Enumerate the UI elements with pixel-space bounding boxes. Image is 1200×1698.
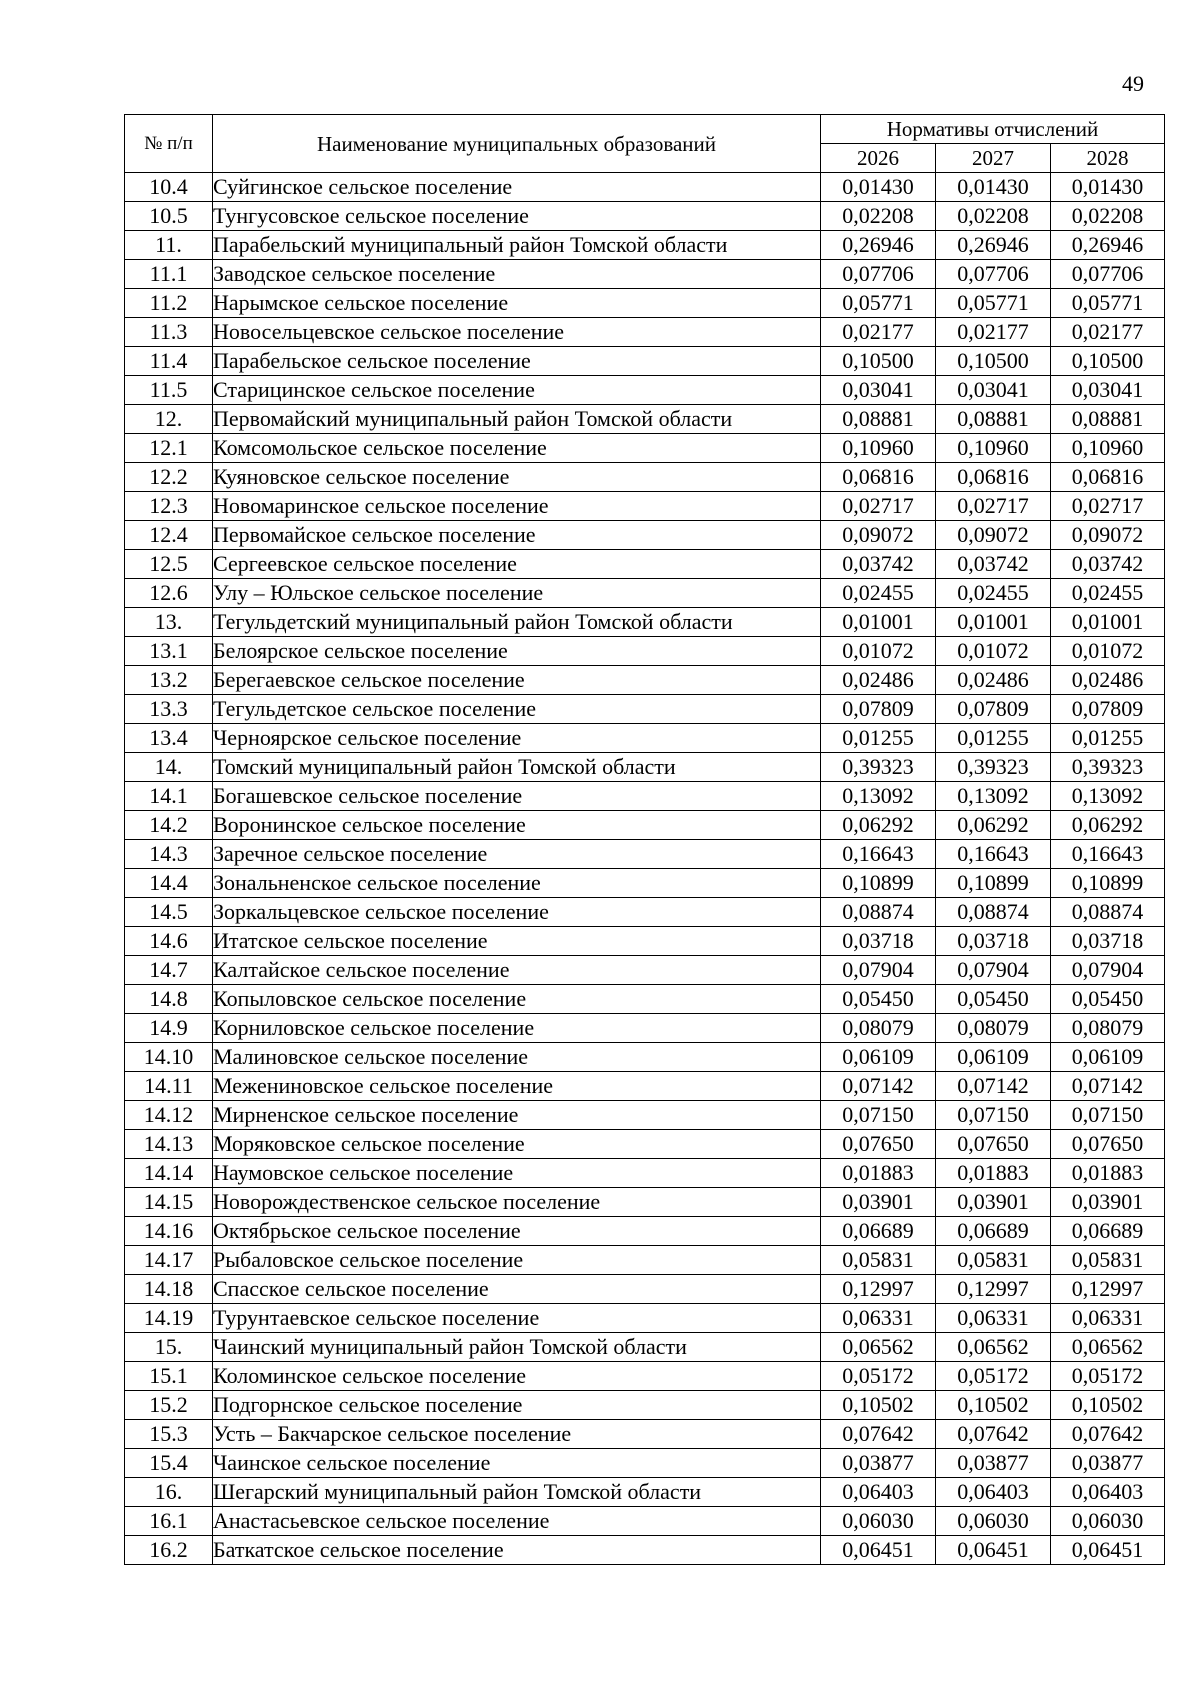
value-2027: 0,03041 (936, 376, 1051, 405)
table-row (125, 840, 1165, 869)
value-2026: 0,26946 (821, 231, 936, 260)
table-row (125, 1014, 1165, 1043)
table-row (125, 1449, 1165, 1478)
value-2027: 0,07650 (936, 1130, 1051, 1159)
table-row (125, 869, 1165, 898)
municipality-name: Первомайское сельское поселение (213, 521, 821, 550)
table-body (125, 173, 1165, 1565)
value-2028: 0,03901 (1051, 1188, 1165, 1217)
value-2027: 0,05172 (936, 1362, 1051, 1391)
value-2026: 0,01255 (821, 724, 936, 753)
value-2028: 0,06689 (1051, 1217, 1165, 1246)
municipality-name: Томский муниципальный район Томской области (213, 753, 821, 782)
value-2027: 0,10502 (936, 1391, 1051, 1420)
table-row (125, 1217, 1165, 1246)
value-2027: 0,07706 (936, 260, 1051, 289)
value-2026: 0,02486 (821, 666, 936, 695)
municipality-name: Белоярское сельское поселение (213, 637, 821, 666)
municipality-name: Первомайский муниципальный район Томской области (213, 405, 821, 434)
table-row (125, 434, 1165, 463)
municipality-name: Черноярское сельское поселение (213, 724, 821, 753)
table-row (125, 260, 1165, 289)
value-2028: 0,02455 (1051, 579, 1165, 608)
value-2026: 0,05172 (821, 1362, 936, 1391)
header-norms-group: Нормативы отчислений (821, 115, 1165, 144)
value-2026: 0,07642 (821, 1420, 936, 1449)
value-2028: 0,02486 (1051, 666, 1165, 695)
table-row (125, 1246, 1165, 1275)
municipality-name: Зональненское сельское поселение (213, 869, 821, 898)
table-row (125, 1275, 1165, 1304)
row-number: 10.5 (125, 202, 213, 231)
table-row (125, 463, 1165, 492)
table-row (125, 550, 1165, 579)
row-number: 16. (125, 1478, 213, 1507)
row-number: 14.15 (125, 1188, 213, 1217)
value-2028: 0,10500 (1051, 347, 1165, 376)
row-number: 14.13 (125, 1130, 213, 1159)
municipality-name: Чаинское сельское поселение (213, 1449, 821, 1478)
value-2026: 0,06331 (821, 1304, 936, 1333)
value-2028: 0,06816 (1051, 463, 1165, 492)
municipality-name: Суйгинское сельское поселение (213, 173, 821, 202)
value-2028: 0,10502 (1051, 1391, 1165, 1420)
row-number: 12.5 (125, 550, 213, 579)
value-2026: 0,08079 (821, 1014, 936, 1043)
municipality-name: Октябрьское сельское поселение (213, 1217, 821, 1246)
value-2027: 0,01072 (936, 637, 1051, 666)
table-row (125, 492, 1165, 521)
municipality-name: Спасское сельское поселение (213, 1275, 821, 1304)
value-2026: 0,07809 (821, 695, 936, 724)
table-row (125, 289, 1165, 318)
municipality-name: Турунтаевское сельское поселение (213, 1304, 821, 1333)
table-row (125, 637, 1165, 666)
row-number: 14.8 (125, 985, 213, 1014)
municipality-name: Воронинское сельское поселение (213, 811, 821, 840)
value-2026: 0,06292 (821, 811, 936, 840)
value-2027: 0,03877 (936, 1449, 1051, 1478)
table-row (125, 347, 1165, 376)
table-row (125, 956, 1165, 985)
row-number: 14.11 (125, 1072, 213, 1101)
municipality-name: Чаинский муниципальный район Томской области (213, 1333, 821, 1362)
value-2027: 0,02717 (936, 492, 1051, 521)
header-year-2027: 2027 (936, 144, 1051, 173)
value-2028: 0,01001 (1051, 608, 1165, 637)
row-number: 13.2 (125, 666, 213, 695)
value-2028: 0,10899 (1051, 869, 1165, 898)
value-2028: 0,05450 (1051, 985, 1165, 1014)
row-number: 11.5 (125, 376, 213, 405)
table-row (125, 1304, 1165, 1333)
value-2026: 0,12997 (821, 1275, 936, 1304)
value-2027: 0,06451 (936, 1536, 1051, 1565)
value-2028: 0,12997 (1051, 1275, 1165, 1304)
row-number: 11. (125, 231, 213, 260)
value-2028: 0,01072 (1051, 637, 1165, 666)
municipality-name: Заречное сельское поселение (213, 840, 821, 869)
row-number: 14.14 (125, 1159, 213, 1188)
value-2028: 0,03718 (1051, 927, 1165, 956)
table-row (125, 1188, 1165, 1217)
table-row (125, 753, 1165, 782)
row-number: 12.6 (125, 579, 213, 608)
value-2027: 0,01883 (936, 1159, 1051, 1188)
row-number: 13.3 (125, 695, 213, 724)
municipality-name: Улу – Юльское сельское поселение (213, 579, 821, 608)
table-row (125, 782, 1165, 811)
row-number: 14. (125, 753, 213, 782)
municipality-name: Итатское сельское поселение (213, 927, 821, 956)
value-2026: 0,09072 (821, 521, 936, 550)
municipality-name: Корниловское сельское поселение (213, 1014, 821, 1043)
value-2027: 0,02177 (936, 318, 1051, 347)
value-2028: 0,07809 (1051, 695, 1165, 724)
value-2026: 0,03718 (821, 927, 936, 956)
value-2028: 0,05831 (1051, 1246, 1165, 1275)
value-2026: 0,05771 (821, 289, 936, 318)
value-2027: 0,39323 (936, 753, 1051, 782)
municipality-name: Нарымское сельское поселение (213, 289, 821, 318)
municipality-name: Сергеевское сельское поселение (213, 550, 821, 579)
table-row (125, 1101, 1165, 1130)
table-row (125, 521, 1165, 550)
value-2026: 0,03041 (821, 376, 936, 405)
row-number: 14.7 (125, 956, 213, 985)
value-2026: 0,01072 (821, 637, 936, 666)
municipality-name: Тегульдетский муниципальный район Томской области (213, 608, 821, 637)
value-2027: 0,06562 (936, 1333, 1051, 1362)
value-2026: 0,02455 (821, 579, 936, 608)
row-number: 15. (125, 1333, 213, 1362)
municipality-name: Заводское сельское поселение (213, 260, 821, 289)
page-number: 49 (1122, 71, 1144, 96)
row-number: 14.2 (125, 811, 213, 840)
table-row (125, 1478, 1165, 1507)
value-2026: 0,07904 (821, 956, 936, 985)
row-number: 11.4 (125, 347, 213, 376)
value-2026: 0,06689 (821, 1217, 936, 1246)
municipality-name: Шегарский муниципальный район Томской области (213, 1478, 821, 1507)
value-2026: 0,02177 (821, 318, 936, 347)
value-2027: 0,16643 (936, 840, 1051, 869)
value-2026: 0,10500 (821, 347, 936, 376)
municipality-name: Малиновское сельское поселение (213, 1043, 821, 1072)
municipality-name: Тунгусовское сельское поселение (213, 202, 821, 231)
value-2028: 0,06292 (1051, 811, 1165, 840)
municipality-name: Калтайское сельское поселение (213, 956, 821, 985)
municipality-name: Тегульдетское сельское поселение (213, 695, 821, 724)
value-2026: 0,06816 (821, 463, 936, 492)
value-2026: 0,03742 (821, 550, 936, 579)
value-2028: 0,06562 (1051, 1333, 1165, 1362)
value-2027: 0,05450 (936, 985, 1051, 1014)
row-number: 16.2 (125, 1536, 213, 1565)
value-2028: 0,08881 (1051, 405, 1165, 434)
table-header (125, 115, 1165, 173)
table-row (125, 811, 1165, 840)
value-2027: 0,07809 (936, 695, 1051, 724)
row-number: 14.3 (125, 840, 213, 869)
value-2028: 0,07904 (1051, 956, 1165, 985)
value-2027: 0,13092 (936, 782, 1051, 811)
row-number: 11.2 (125, 289, 213, 318)
value-2028: 0,02208 (1051, 202, 1165, 231)
municipality-name: Новосельцевское сельское поселение (213, 318, 821, 347)
table-row (125, 608, 1165, 637)
table-row (125, 173, 1165, 202)
table-row (125, 202, 1165, 231)
value-2027: 0,03901 (936, 1188, 1051, 1217)
row-number: 15.2 (125, 1391, 213, 1420)
row-number: 13.4 (125, 724, 213, 753)
value-2028: 0,07142 (1051, 1072, 1165, 1101)
municipality-name: Анастасьевское сельское поселение (213, 1507, 821, 1536)
value-2026: 0,02208 (821, 202, 936, 231)
value-2028: 0,01255 (1051, 724, 1165, 753)
municipality-name: Новорождественское сельское поселение (213, 1188, 821, 1217)
row-number: 14.10 (125, 1043, 213, 1072)
row-number: 12.1 (125, 434, 213, 463)
row-number: 12. (125, 405, 213, 434)
row-number: 11.1 (125, 260, 213, 289)
table-row (125, 1333, 1165, 1362)
value-2028: 0,26946 (1051, 231, 1165, 260)
value-2028: 0,03041 (1051, 376, 1165, 405)
municipality-name: Берегаевское сельское поселение (213, 666, 821, 695)
value-2027: 0,08881 (936, 405, 1051, 434)
value-2026: 0,10960 (821, 434, 936, 463)
value-2027: 0,05831 (936, 1246, 1051, 1275)
value-2028: 0,39323 (1051, 753, 1165, 782)
table-row (125, 1072, 1165, 1101)
value-2028: 0,05771 (1051, 289, 1165, 318)
row-number: 10.4 (125, 173, 213, 202)
value-2027: 0,03742 (936, 550, 1051, 579)
table-row (125, 927, 1165, 956)
municipality-name: Парабельский муниципальный район Томской области (213, 231, 821, 260)
header-name: Наименование муниципальных образований (213, 115, 821, 173)
value-2027: 0,09072 (936, 521, 1051, 550)
value-2026: 0,13092 (821, 782, 936, 811)
municipality-name: Коломинское сельское поселение (213, 1362, 821, 1391)
value-2028: 0,07642 (1051, 1420, 1165, 1449)
value-2027: 0,01430 (936, 173, 1051, 202)
value-2026: 0,02717 (821, 492, 936, 521)
value-2028: 0,07650 (1051, 1130, 1165, 1159)
value-2028: 0,06030 (1051, 1507, 1165, 1536)
value-2028: 0,05172 (1051, 1362, 1165, 1391)
table-row (125, 898, 1165, 927)
value-2026: 0,03901 (821, 1188, 936, 1217)
value-2027: 0,10500 (936, 347, 1051, 376)
table-row (125, 579, 1165, 608)
municipality-name: Зоркальцевское сельское поселение (213, 898, 821, 927)
row-number: 12.4 (125, 521, 213, 550)
municipality-name: Межениновское сельское поселение (213, 1072, 821, 1101)
value-2027: 0,03718 (936, 927, 1051, 956)
table-row (125, 1362, 1165, 1391)
table-row (125, 376, 1165, 405)
value-2026: 0,06403 (821, 1478, 936, 1507)
row-number: 14.4 (125, 869, 213, 898)
value-2026: 0,06109 (821, 1043, 936, 1072)
value-2028: 0,13092 (1051, 782, 1165, 811)
value-2028: 0,03877 (1051, 1449, 1165, 1478)
value-2028: 0,06403 (1051, 1478, 1165, 1507)
table-row (125, 1391, 1165, 1420)
header-row-top (125, 115, 1165, 144)
table-row (125, 695, 1165, 724)
value-2026: 0,08881 (821, 405, 936, 434)
row-number: 14.5 (125, 898, 213, 927)
row-number: 15.4 (125, 1449, 213, 1478)
header-year-2028: 2028 (1051, 144, 1165, 173)
value-2028: 0,06109 (1051, 1043, 1165, 1072)
municipality-name: Парабельское сельское поселение (213, 347, 821, 376)
table-row (125, 318, 1165, 347)
municipality-name: Копыловское сельское поселение (213, 985, 821, 1014)
value-2028: 0,10960 (1051, 434, 1165, 463)
value-2028: 0,01430 (1051, 173, 1165, 202)
header-year-2026: 2026 (821, 144, 936, 173)
value-2026: 0,16643 (821, 840, 936, 869)
value-2026: 0,07150 (821, 1101, 936, 1130)
value-2026: 0,39323 (821, 753, 936, 782)
municipality-name: Баткатское сельское поселение (213, 1536, 821, 1565)
table-row (125, 231, 1165, 260)
municipality-name: Новомаринское сельское поселение (213, 492, 821, 521)
municipality-name: Усть – Бакчарское сельское поселение (213, 1420, 821, 1449)
value-2028: 0,16643 (1051, 840, 1165, 869)
row-number: 15.3 (125, 1420, 213, 1449)
value-2026: 0,03877 (821, 1449, 936, 1478)
table-row (125, 666, 1165, 695)
value-2026: 0,10502 (821, 1391, 936, 1420)
value-2027: 0,06689 (936, 1217, 1051, 1246)
row-number: 12.3 (125, 492, 213, 521)
municipality-name: Старицинское сельское поселение (213, 376, 821, 405)
table-row (125, 1130, 1165, 1159)
table-row (125, 724, 1165, 753)
value-2027: 0,01255 (936, 724, 1051, 753)
municipality-name: Моряковское сельское поселение (213, 1130, 821, 1159)
value-2026: 0,01883 (821, 1159, 936, 1188)
value-2028: 0,02717 (1051, 492, 1165, 521)
value-2026: 0,07650 (821, 1130, 936, 1159)
row-number: 14.6 (125, 927, 213, 956)
value-2027: 0,08874 (936, 898, 1051, 927)
value-2027: 0,06403 (936, 1478, 1051, 1507)
value-2028: 0,03742 (1051, 550, 1165, 579)
value-2027: 0,06816 (936, 463, 1051, 492)
value-2026: 0,05450 (821, 985, 936, 1014)
value-2027: 0,07642 (936, 1420, 1051, 1449)
row-number: 14.19 (125, 1304, 213, 1333)
value-2027: 0,26946 (936, 231, 1051, 260)
allocation-norms-table (124, 114, 1165, 1565)
row-number: 13.1 (125, 637, 213, 666)
value-2028: 0,08874 (1051, 898, 1165, 927)
value-2026: 0,08874 (821, 898, 936, 927)
table-row (125, 1043, 1165, 1072)
table-row (125, 1159, 1165, 1188)
value-2026: 0,06451 (821, 1536, 936, 1565)
table-row (125, 405, 1165, 434)
value-2026: 0,06562 (821, 1333, 936, 1362)
table-row (125, 1420, 1165, 1449)
value-2027: 0,02486 (936, 666, 1051, 695)
value-2027: 0,07904 (936, 956, 1051, 985)
value-2026: 0,05831 (821, 1246, 936, 1275)
table-row (125, 1507, 1165, 1536)
value-2028: 0,07150 (1051, 1101, 1165, 1130)
row-number: 14.16 (125, 1217, 213, 1246)
municipality-name: Комсомольское сельское поселение (213, 434, 821, 463)
municipality-name: Наумовское сельское поселение (213, 1159, 821, 1188)
municipality-name: Подгорнское сельское поселение (213, 1391, 821, 1420)
value-2026: 0,06030 (821, 1507, 936, 1536)
municipality-name: Мирненское сельское поселение (213, 1101, 821, 1130)
row-number: 14.18 (125, 1275, 213, 1304)
value-2028: 0,01883 (1051, 1159, 1165, 1188)
table-row (125, 985, 1165, 1014)
value-2027: 0,10960 (936, 434, 1051, 463)
value-2028: 0,06451 (1051, 1536, 1165, 1565)
municipality-name: Куяновское сельское поселение (213, 463, 821, 492)
value-2026: 0,07706 (821, 260, 936, 289)
value-2028: 0,06331 (1051, 1304, 1165, 1333)
table-row (125, 1536, 1165, 1565)
value-2027: 0,07150 (936, 1101, 1051, 1130)
row-number: 16.1 (125, 1507, 213, 1536)
row-number: 14.12 (125, 1101, 213, 1130)
municipality-name: Богашевское сельское поселение (213, 782, 821, 811)
value-2028: 0,07706 (1051, 260, 1165, 289)
value-2027: 0,02455 (936, 579, 1051, 608)
row-number: 14.17 (125, 1246, 213, 1275)
value-2026: 0,07142 (821, 1072, 936, 1101)
value-2027: 0,01001 (936, 608, 1051, 637)
row-number: 11.3 (125, 318, 213, 347)
value-2028: 0,02177 (1051, 318, 1165, 347)
value-2028: 0,09072 (1051, 521, 1165, 550)
value-2026: 0,01001 (821, 608, 936, 637)
row-number: 14.9 (125, 1014, 213, 1043)
value-2027: 0,06109 (936, 1043, 1051, 1072)
row-number: 15.1 (125, 1362, 213, 1391)
value-2027: 0,10899 (936, 869, 1051, 898)
row-number: 13. (125, 608, 213, 637)
value-2027: 0,12997 (936, 1275, 1051, 1304)
value-2027: 0,07142 (936, 1072, 1051, 1101)
value-2028: 0,08079 (1051, 1014, 1165, 1043)
value-2027: 0,06030 (936, 1507, 1051, 1536)
value-2027: 0,05771 (936, 289, 1051, 318)
value-2027: 0,08079 (936, 1014, 1051, 1043)
value-2027: 0,06292 (936, 811, 1051, 840)
value-2026: 0,01430 (821, 173, 936, 202)
value-2026: 0,10899 (821, 869, 936, 898)
municipality-name: Рыбаловское сельское поселение (213, 1246, 821, 1275)
row-number: 12.2 (125, 463, 213, 492)
header-num: № п/п (125, 115, 213, 173)
value-2027: 0,02208 (936, 202, 1051, 231)
row-number: 14.1 (125, 782, 213, 811)
value-2027: 0,06331 (936, 1304, 1051, 1333)
